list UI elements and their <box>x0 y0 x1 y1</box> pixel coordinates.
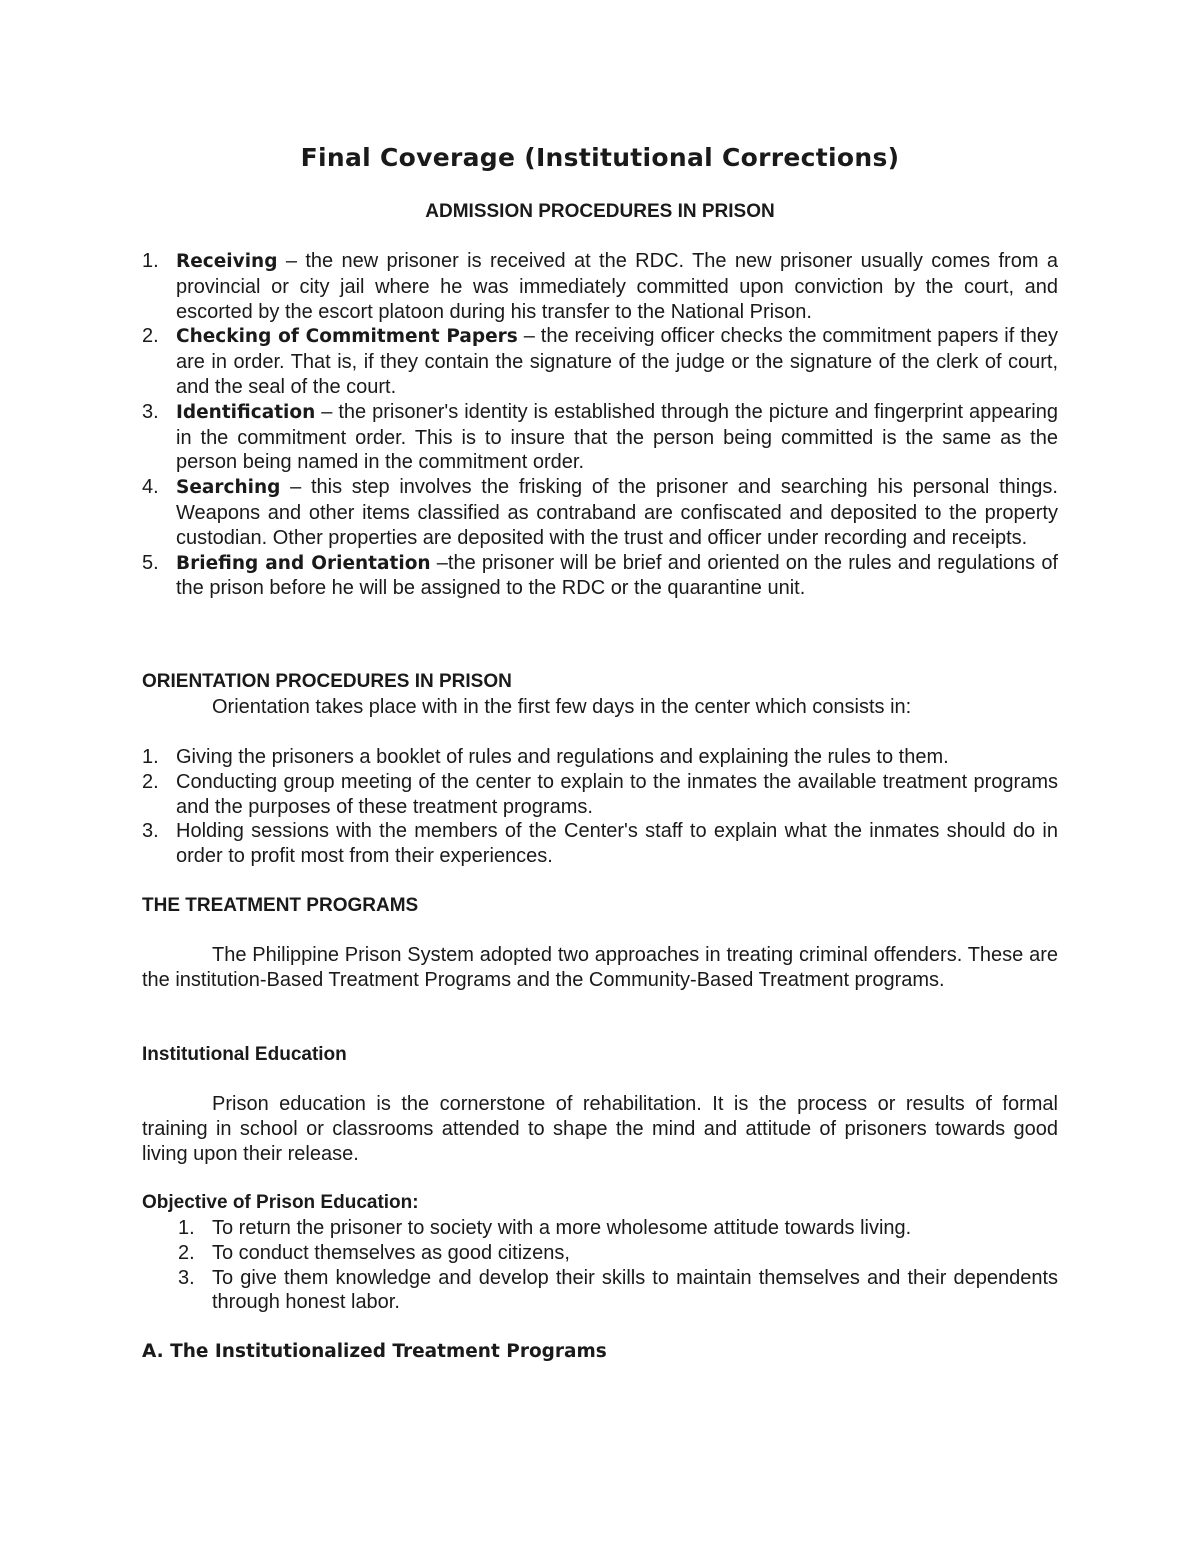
education-paragraph: Prison education is the cornerstone of rehabilitation. It is the process or results of formal training in school or classrooms attended to shape the mind and attitude of prisoners towards good living upon their release. <box>142 1093 1058 1165</box>
document-title: Final Coverage (Institutional Corrections) <box>300 143 900 172</box>
list-text: – the prisoner's identity is established through the picture and fingerprint appearing in the commitment order. This is to insure that the person being committed is the same as the person being named in the commitment order. <box>176 400 1058 474</box>
treatment-paragraph: The Philippine Prison System adopted two approaches in treating criminal offenders. These are the institution-Based Treatment Programs and the Community-Based Treatment programs. <box>142 944 1058 991</box>
list-text: To return the prisoner to society with a more wholesome attitude towards living. <box>212 1217 912 1239</box>
list-number: 4. <box>142 476 159 499</box>
education-heading: Institutional Education <box>142 1044 347 1065</box>
list-item <box>142 324 1058 399</box>
list-text: Conducting group meeting of the center to explain to the inmates the available treatment programs and the purposes of these treatment programs. <box>176 770 1058 818</box>
list-number: 5. <box>142 551 159 574</box>
list-text: Giving the prisoners a booklet of rules and regulations and explaining the rules to them. <box>176 746 949 768</box>
list-term: Identification <box>176 401 316 423</box>
objective-heading: Objective of Prison Education: <box>142 1192 419 1213</box>
list-number: 2. <box>142 325 159 348</box>
list-item <box>142 551 1058 602</box>
list-item <box>142 745 1058 770</box>
list-item <box>142 475 1058 550</box>
list-term: Checking of Commitment Papers <box>176 326 518 348</box>
orientation-intro: Orientation takes place with in the first few days in the center which consists in: <box>212 696 912 718</box>
list-text: To conduct themselves as good citizens, <box>212 1241 570 1264</box>
list-item <box>142 770 1058 820</box>
list-number: 3. <box>178 1266 195 1289</box>
list-term: Briefing and Orientation <box>176 552 431 574</box>
orientation-heading: ORIENTATION PROCEDURES IN PRISON <box>142 671 512 692</box>
list-number: 2. <box>178 1241 195 1264</box>
list-text: Holding sessions with the members of the Center's staff to explain what the inmates should do in order to profit most from their experiences. <box>176 820 1058 868</box>
list-item <box>142 249 1058 324</box>
list-text: – this step involves the frisking of the prisoner and searching his personal things. Weapons and other items classified as contraband are confiscated and deposited to the property custodian. Other properties are deposited with the trust and officer under recording and receipts. <box>176 476 1058 549</box>
list-number: 3. <box>142 820 159 843</box>
list-item <box>142 400 1058 475</box>
list-item <box>142 1266 1058 1316</box>
list-item <box>142 819 1058 869</box>
list-number: 1. <box>142 746 159 768</box>
list-text: – the new prisoner is received at the RDC. The new prisoner usually comes from a provincial or city jail where he was immediately committed upon conviction by the court, and escorted by the escort platoon during his transfer to the National Prison. <box>176 250 1058 323</box>
list-term: Receiving <box>176 251 278 272</box>
list-number: 3. <box>142 400 159 423</box>
list-text: To give them knowledge and develop their skills to maintain themselves and their dependents through honest labor. <box>212 1266 1058 1314</box>
list-number: 1. <box>142 250 159 272</box>
list-item <box>142 1216 1058 1241</box>
list-text: – the receiving officer checks the commitment papers if they are in order. That is, if they contain the signature of the judge or the signature of the clerk of court, and the seal of the court. <box>176 325 1059 398</box>
orientation-list <box>142 745 1058 869</box>
list-text: –the prisoner will be brief and oriented on the rules and regulations of the prison before he will be assigned to the RDC or the quarantine unit. <box>176 551 1058 600</box>
list-number: 2. <box>142 770 159 793</box>
admission-heading: ADMISSION PROCEDURES IN PRISON <box>425 201 775 222</box>
orientation-section <box>142 695 1058 720</box>
education-section <box>142 1092 1058 1166</box>
list-item <box>142 1241 1058 1266</box>
list-number: 1. <box>178 1217 195 1239</box>
treatment-section <box>142 943 1058 993</box>
admission-list <box>142 249 1058 601</box>
list-term: Searching <box>176 477 281 499</box>
objective-list <box>142 1216 1058 1315</box>
treatment-heading: THE TREATMENT PROGRAMS <box>142 895 419 916</box>
section-a-heading: A. The Institutionalized Treatment Programs <box>142 1341 607 1362</box>
